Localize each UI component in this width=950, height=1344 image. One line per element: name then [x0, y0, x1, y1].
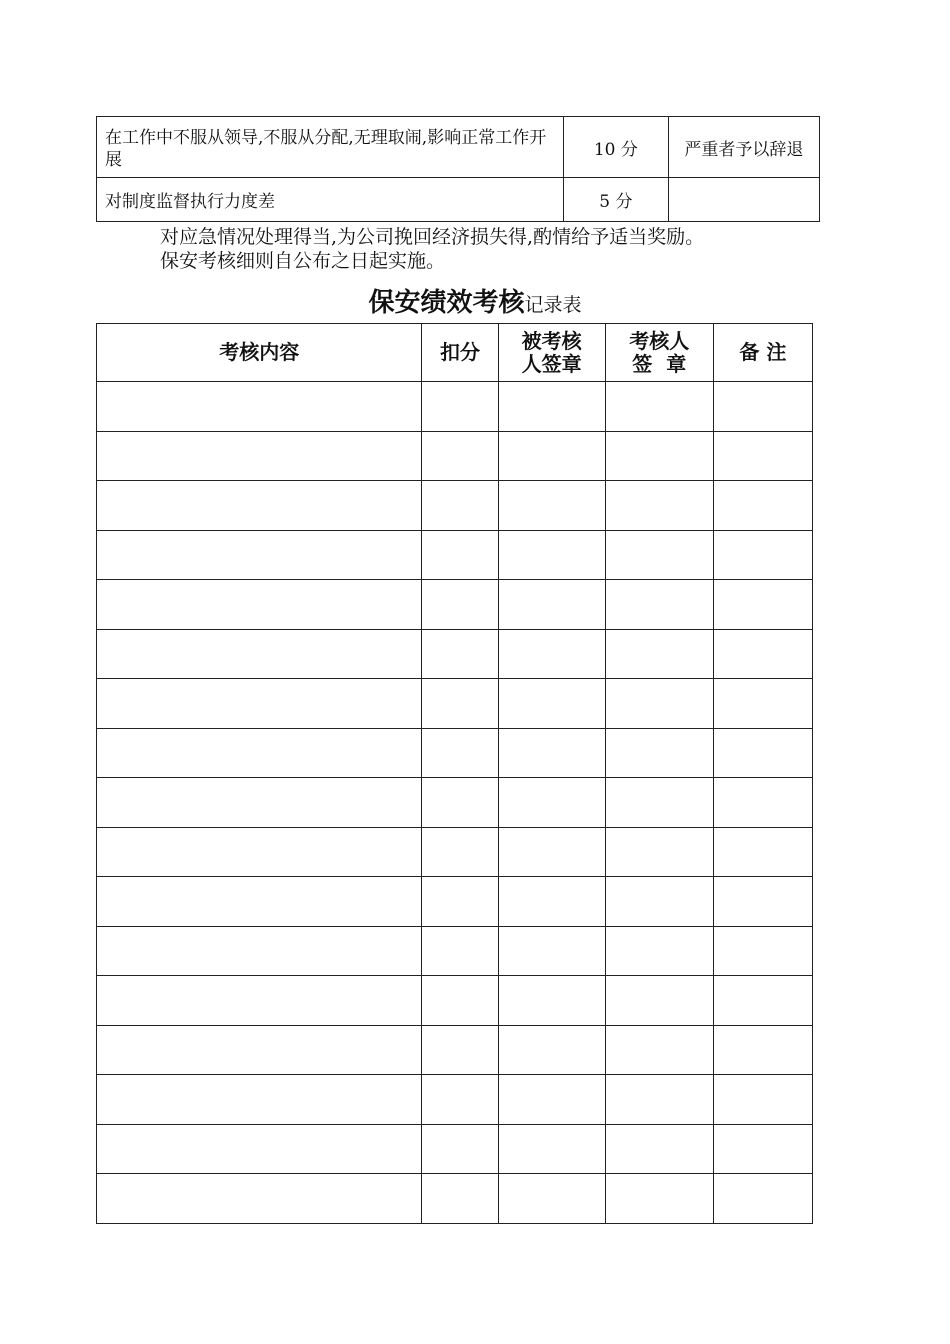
empty-cell: [422, 629, 498, 679]
table-row: [97, 679, 813, 729]
empty-cell: [713, 1124, 812, 1174]
empty-cell: [498, 629, 605, 679]
empty-cell: [605, 1075, 713, 1125]
rules-table: [96, 116, 820, 222]
table-row: [97, 877, 813, 927]
empty-cell: [605, 530, 713, 580]
rule-note: [668, 178, 819, 222]
empty-cell: [422, 580, 498, 630]
table-row: [97, 1025, 813, 1075]
empty-cell: [422, 481, 498, 531]
record-table: [96, 323, 813, 1224]
empty-cell: [605, 1124, 713, 1174]
empty-cell: [713, 580, 812, 630]
effective-paragraph: 保安考核细则自公布之日起实施。: [160, 250, 446, 272]
empty-cell: [713, 976, 812, 1026]
empty-cell: [498, 431, 605, 481]
rule-points: 10 分: [564, 117, 669, 178]
empty-cell: [422, 827, 498, 877]
empty-cell: [97, 1025, 422, 1075]
header-assessee-signature: 被考核 人签章: [498, 324, 605, 382]
empty-cell: [713, 431, 812, 481]
table-row: [97, 778, 813, 828]
empty-cell: [498, 679, 605, 729]
empty-cell: [422, 679, 498, 729]
empty-cell: [713, 1075, 812, 1125]
empty-cell: [498, 1124, 605, 1174]
empty-cell: [605, 580, 713, 630]
empty-cell: [422, 877, 498, 927]
empty-cell: [498, 382, 605, 432]
rule-note: 严重者予以辞退: [668, 117, 819, 178]
empty-cell: [713, 728, 812, 778]
table-row: [97, 976, 813, 1026]
rules-row: [97, 178, 820, 222]
header-assessor-signature: 考核人 签 章: [605, 324, 713, 382]
empty-cell: [422, 926, 498, 976]
empty-cell: [605, 481, 713, 531]
table-row: [97, 926, 813, 976]
empty-cell: [97, 530, 422, 580]
empty-cell: [498, 827, 605, 877]
empty-cell: [97, 431, 422, 481]
table-row: [97, 481, 813, 531]
empty-cell: [498, 481, 605, 531]
empty-cell: [97, 382, 422, 432]
empty-cell: [605, 1025, 713, 1075]
empty-cell: [422, 778, 498, 828]
empty-cell: [713, 1174, 812, 1224]
table-row: [97, 728, 813, 778]
table-row: [97, 431, 813, 481]
empty-cell: [713, 1025, 812, 1075]
empty-cell: [713, 530, 812, 580]
table-row: [97, 1174, 813, 1224]
empty-cell: [605, 431, 713, 481]
record-body: [97, 382, 813, 1224]
header-remarks: 备 注: [713, 324, 812, 382]
page-title: [0, 282, 950, 319]
empty-cell: [97, 580, 422, 630]
empty-cell: [605, 382, 713, 432]
empty-cell: [498, 976, 605, 1026]
empty-cell: [713, 778, 812, 828]
empty-cell: [422, 728, 498, 778]
empty-cell: [713, 679, 812, 729]
empty-cell: [605, 926, 713, 976]
empty-cell: [713, 877, 812, 927]
empty-cell: [498, 1174, 605, 1224]
rule-content: 在工作中不服从领导,不服从分配,无理取闹,影响正常工作开展: [97, 117, 564, 178]
empty-cell: [713, 481, 812, 531]
table-row: [97, 1124, 813, 1174]
empty-cell: [422, 976, 498, 1026]
table-row: [97, 382, 813, 432]
empty-cell: [498, 1025, 605, 1075]
empty-cell: [97, 877, 422, 927]
empty-cell: [97, 976, 422, 1026]
table-row: [97, 827, 813, 877]
empty-cell: [498, 580, 605, 630]
empty-cell: [97, 827, 422, 877]
empty-cell: [97, 728, 422, 778]
rules-row: [97, 117, 820, 178]
empty-cell: [422, 382, 498, 432]
empty-cell: [498, 778, 605, 828]
empty-cell: [97, 629, 422, 679]
empty-cell: [498, 530, 605, 580]
empty-cell: [97, 1174, 422, 1224]
empty-cell: [97, 1075, 422, 1125]
empty-cell: [713, 629, 812, 679]
rule-content: 对制度监督执行力度差: [97, 178, 564, 222]
empty-cell: [713, 827, 812, 877]
empty-cell: [605, 679, 713, 729]
empty-cell: [498, 877, 605, 927]
empty-cell: [422, 1174, 498, 1224]
table-row: [97, 530, 813, 580]
empty-cell: [605, 728, 713, 778]
title-main: 保安绩效考核: [368, 288, 525, 318]
empty-cell: [605, 877, 713, 927]
empty-cell: [498, 728, 605, 778]
empty-cell: [97, 926, 422, 976]
header-deduction: 扣分: [422, 324, 498, 382]
empty-cell: [97, 1124, 422, 1174]
empty-cell: [97, 481, 422, 531]
empty-cell: [605, 827, 713, 877]
empty-cell: [605, 629, 713, 679]
record-header-row: [97, 324, 813, 382]
table-row: [97, 629, 813, 679]
reward-paragraph: 对应急情况处理得当,为公司挽回经济损失得,酌情给予适当奖励。: [160, 226, 705, 248]
rule-points: 5 分: [564, 178, 669, 222]
empty-cell: [422, 530, 498, 580]
empty-cell: [97, 679, 422, 729]
empty-cell: [422, 1124, 498, 1174]
table-row: [97, 1075, 813, 1125]
empty-cell: [498, 1075, 605, 1125]
empty-cell: [605, 778, 713, 828]
empty-cell: [422, 431, 498, 481]
empty-cell: [97, 778, 422, 828]
empty-cell: [605, 1174, 713, 1224]
empty-cell: [498, 926, 605, 976]
empty-cell: [422, 1075, 498, 1125]
table-row: [97, 580, 813, 630]
empty-cell: [605, 976, 713, 1026]
empty-cell: [713, 926, 812, 976]
header-content: 考核内容: [97, 324, 422, 382]
title-suffix: 记录表: [524, 294, 582, 316]
empty-cell: [422, 1025, 498, 1075]
empty-cell: [713, 382, 812, 432]
